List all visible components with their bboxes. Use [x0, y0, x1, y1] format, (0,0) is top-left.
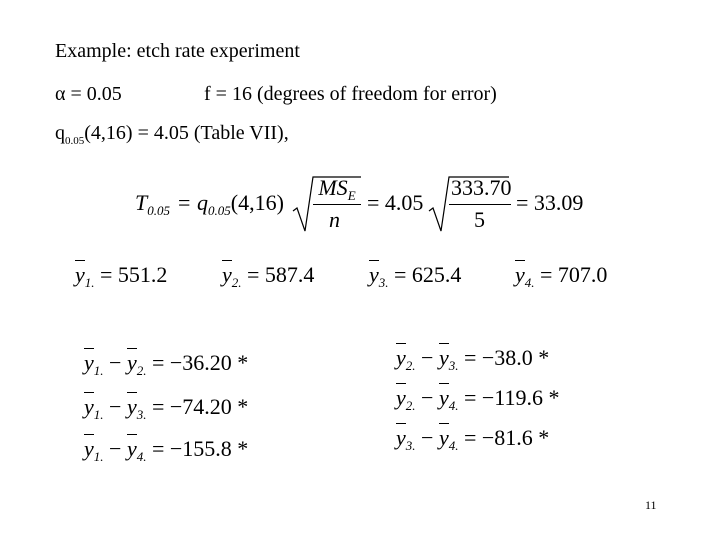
comp-var-a: y: [396, 385, 406, 410]
comp-result: = −36.20 *: [151, 350, 249, 375]
comp-var-b: y: [126, 394, 137, 419]
comp-sub-b: 4.: [136, 449, 147, 464]
comp-sub-b: 4.: [448, 398, 459, 413]
formula-denominator: 5: [474, 207, 485, 232]
comp-var-a: y: [396, 425, 406, 450]
comp-sub-b: 3.: [448, 358, 459, 373]
alpha-value: = 0.05: [65, 83, 122, 105]
mean-3-var: y: [369, 262, 379, 287]
mean-1-sub: 1.: [84, 275, 95, 290]
comp-var-a: y: [84, 436, 94, 461]
comp-var-b: y: [438, 425, 449, 450]
comp-minus: −: [421, 385, 434, 410]
comparison-3-4: [396, 425, 549, 451]
formula-q-subscript: 0.05: [208, 203, 231, 218]
mean-3-sub: 3.: [378, 275, 389, 290]
alpha-symbol: α: [55, 83, 66, 105]
mean-3: [369, 262, 461, 288]
mean-1: [75, 262, 167, 288]
comp-var-b: y: [126, 350, 137, 375]
comp-var-b: y: [438, 345, 449, 370]
comp-minus: −: [109, 350, 122, 375]
comp-var-b: y: [438, 385, 449, 410]
q-subscript: 0.05: [65, 135, 85, 147]
mean-1-value: = 551.2: [100, 262, 168, 287]
comp-sub-b: 4.: [448, 438, 459, 453]
fraction-bar-2: [449, 204, 511, 205]
q-rest-text: (4,16) = 4.05 (Table VII),: [84, 122, 289, 144]
comp-result: = −38.0 *: [463, 345, 550, 370]
mean-2-sub: 2.: [231, 275, 242, 290]
formula-q: q: [197, 190, 208, 215]
mean-4-sub: 4.: [524, 275, 535, 290]
formula-q-args: (4,16): [230, 190, 284, 215]
comp-sub-a: 1.: [93, 363, 104, 378]
page-number: 11: [645, 498, 657, 512]
comp-result: = −74.20 *: [151, 394, 249, 419]
formula-numerator: 333.70: [451, 175, 512, 200]
comparison-2-4: [396, 385, 559, 411]
mean-3-value: = 625.4: [394, 262, 462, 287]
alpha-line: [55, 83, 122, 106]
comparison-1-3: [84, 394, 248, 420]
comp-result: = −81.6 *: [463, 425, 550, 450]
comp-minus: −: [421, 425, 434, 450]
formula-eq2: = 4.05: [367, 190, 424, 215]
slide-title: Example: etch rate experiment: [55, 40, 300, 62]
comp-minus: −: [109, 394, 122, 419]
comp-minus: −: [421, 345, 434, 370]
comp-sub-a: 1.: [93, 449, 104, 464]
q-value-line: [55, 122, 289, 145]
comp-minus: −: [109, 436, 122, 461]
mean-2-value: = 587.4: [247, 262, 315, 287]
comparison-1-2: [84, 350, 248, 376]
formula-T-subscript: 0.05: [147, 203, 170, 218]
fraction-bar-1: [313, 204, 361, 205]
formula-ms-subscript: E: [347, 188, 356, 203]
formula-n: n: [329, 207, 340, 232]
degrees-of-freedom-text: f = 16 (degrees of freedom for error): [204, 83, 497, 105]
formula-ms: MS: [318, 175, 348, 200]
comp-sub-b: 2.: [136, 363, 147, 378]
comp-sub-a: 3.: [405, 438, 416, 453]
comp-var-a: y: [84, 394, 94, 419]
formula-eq1: =: [178, 190, 191, 215]
formula-T: T: [135, 190, 148, 215]
formula-result: = 33.09: [516, 190, 584, 215]
comp-sub-a: 2.: [405, 358, 416, 373]
comp-sub-a: 2.: [405, 398, 416, 413]
comp-var-b: y: [126, 436, 137, 461]
comp-result: = −155.8 *: [151, 436, 249, 461]
comp-var-a: y: [396, 345, 406, 370]
mean-4: [515, 262, 607, 288]
comp-sub-b: 3.: [136, 407, 147, 422]
comparison-1-4: [84, 436, 248, 462]
mean-4-var: y: [515, 262, 525, 287]
comp-result: = −119.6 *: [463, 385, 560, 410]
comparison-2-3: [396, 345, 549, 371]
comp-var-a: y: [84, 350, 94, 375]
mean-2: [222, 262, 314, 288]
mean-2-var: y: [222, 262, 232, 287]
mean-4-value: = 707.0: [540, 262, 608, 287]
comp-sub-a: 1.: [93, 407, 104, 422]
mean-1-var: y: [75, 262, 85, 287]
q-letter: q: [55, 122, 65, 144]
